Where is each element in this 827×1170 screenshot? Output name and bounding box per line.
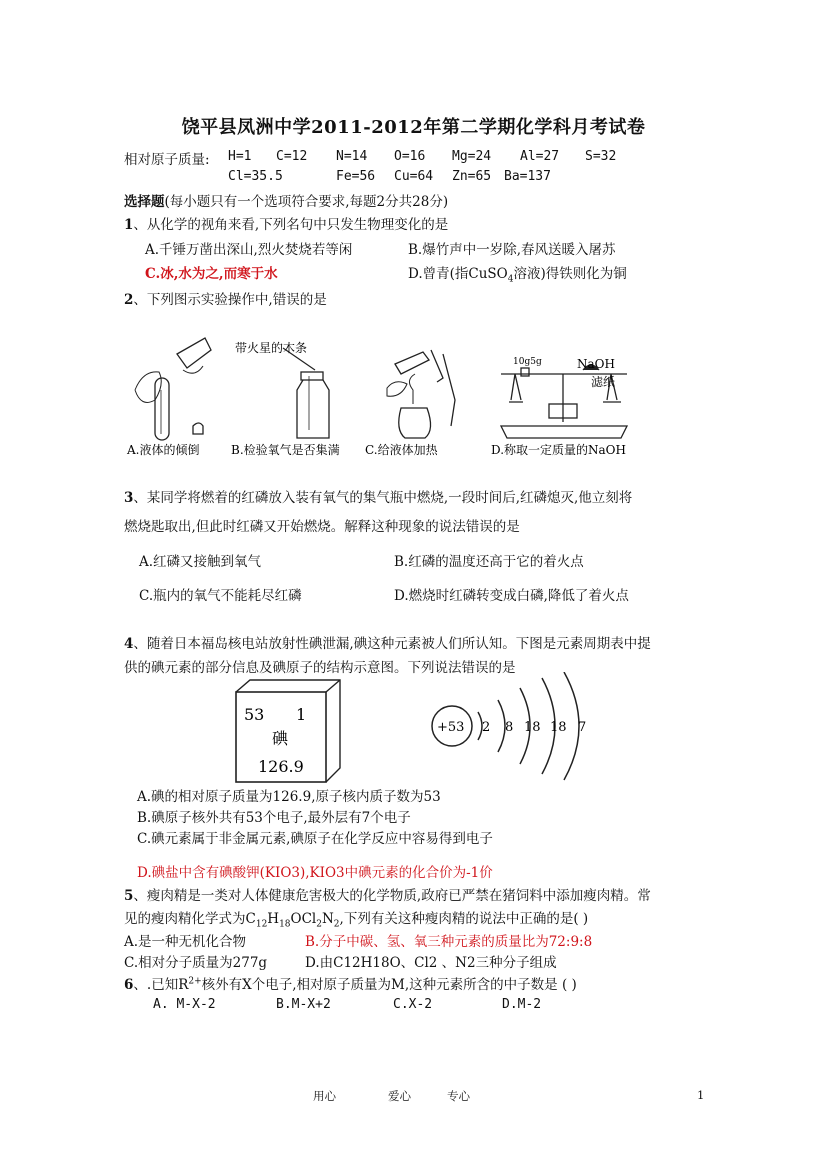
atomic-mass-cl: Cl=35.5 bbox=[228, 169, 283, 184]
q4-option-a: A.碘的相对原子质量为126.9,原子核内质子数为53 bbox=[137, 789, 441, 805]
q1-d-subscript: 4 bbox=[507, 274, 514, 285]
element-mass: 126.9 bbox=[258, 757, 304, 776]
element-count: 1 bbox=[296, 705, 307, 724]
atomic-mass-label: 相对原子质量: bbox=[124, 152, 210, 168]
fig-c-caption: C.给液体加热 bbox=[365, 443, 438, 457]
formula-cl-sub: 2 bbox=[316, 919, 322, 930]
q1-option-c: C.冰,水为之,而寒于水 bbox=[145, 266, 278, 282]
formula-h-sub: 18 bbox=[279, 919, 291, 930]
q4-number: 4 bbox=[124, 636, 134, 652]
q3-stem-line1 bbox=[124, 486, 632, 506]
q1-option-d bbox=[408, 262, 627, 285]
atomic-mass-o: O=16 bbox=[394, 149, 426, 164]
fig-d-label-paper: 滤纸 bbox=[591, 375, 616, 389]
atomic-mass-ba: Ba=137 bbox=[504, 169, 551, 184]
q5-stem-line1 bbox=[124, 884, 651, 904]
section-title: 选择题 bbox=[124, 194, 165, 210]
q6-option-a: A. M-X-2 bbox=[153, 997, 216, 1012]
q6-stem bbox=[124, 973, 577, 993]
atomic-mass-h: H=1 bbox=[228, 149, 252, 164]
fig-a-caption: A.液体的倾倒 bbox=[127, 443, 200, 457]
atomic-mass-cu: Cu=64 bbox=[394, 169, 434, 184]
q5-text-2-suffix: ,下列有关这种瘦肉精的说法中正确的是( ) bbox=[339, 911, 589, 927]
q3-option-b: B.红磷的温度还高于它的着火点 bbox=[394, 554, 584, 570]
q5-text-1: 、瘦肉精是一类对人体健康危害极大的化学物质,政府已严禁在猪饲料中添加瘦肉精。常 bbox=[133, 888, 651, 904]
q3-text-1: 、某同学将燃着的红磷放入装有氧气的集气瓶中燃烧,一段时间后,红磷熄灭,他立刻将 bbox=[133, 490, 633, 506]
page-number: 1 bbox=[697, 1088, 705, 1102]
q6-number: 6 bbox=[124, 977, 134, 993]
q6-option-d: D.M-2 bbox=[502, 997, 542, 1012]
q5-stem-line2 bbox=[124, 907, 588, 930]
atomic-mass-al: Al=27 bbox=[520, 149, 560, 164]
q1-text: 、从化学的视角来看,下列名句中只发生物理变化的是 bbox=[133, 217, 449, 233]
q3-option-a: A.红磷又接触到氧气 bbox=[139, 554, 262, 570]
q2-experiment-figures bbox=[125, 330, 645, 460]
q5-option-d: D.由C12H18O、Cl2 、N2三种分子组成 bbox=[305, 955, 557, 971]
q4-text-1: 、随着日本福岛核电站放射性碘泄漏,碘这种元素被人们所认知。下图是元素周期表中提 bbox=[133, 636, 651, 652]
q5-option-c: C.相对分子质量为277g bbox=[124, 955, 268, 971]
q4-option-d: D.碘盐中含有碘酸钾(KIO3),KIO3中碘元素的化合价为-1价 bbox=[137, 865, 493, 881]
footer-word-2: 爱心 bbox=[388, 1089, 411, 1103]
element-name: 碘 bbox=[272, 729, 289, 748]
atomic-mass-s: S=32 bbox=[585, 149, 617, 164]
q1-d-suffix: 溶液)得铁则化为铜 bbox=[513, 266, 627, 282]
footer-word-1: 用心 bbox=[313, 1089, 336, 1103]
q2-number: 2 bbox=[124, 292, 134, 308]
fig-b-label: 带火星的木条 bbox=[235, 341, 308, 355]
formula-n: N bbox=[321, 911, 334, 927]
atomic-mass-zn: Zn=65 bbox=[452, 169, 492, 184]
shell-3-count: 18 bbox=[524, 720, 541, 735]
q3-number: 3 bbox=[124, 490, 134, 506]
q3-option-d: D.燃烧时红磷转变成白磷,降低了着火点 bbox=[394, 588, 629, 604]
q4-stem-line2: 供的碘元素的部分信息及碘原子的结构示意图。下列说法错误的是 bbox=[124, 660, 516, 676]
q1-stem bbox=[124, 213, 448, 233]
q5-number: 5 bbox=[124, 888, 134, 904]
q1-number: 1 bbox=[124, 217, 134, 233]
iodine-element-tile bbox=[234, 678, 344, 786]
q6-option-c: C.X-2 bbox=[393, 997, 433, 1012]
atomic-mass-n: N=14 bbox=[336, 149, 368, 164]
page-title: 饶平县凤洲中学2011-2012年第二学期化学科月考试卷 bbox=[181, 117, 646, 138]
q4-option-b: B.碘原子核外共有53个电子,最外层有7个电子 bbox=[137, 810, 411, 826]
fig-c-heating bbox=[387, 350, 455, 438]
shell-2-count: 8 bbox=[505, 720, 514, 735]
section-note: (每小题只有一个选项符合要求,每题2分共28分) bbox=[164, 194, 449, 210]
formula-ocl: OCl bbox=[290, 911, 317, 927]
q6-text-suffix: 核外有X个电子,相对原子质量为M,这种元素所含的中子数是 ( ) bbox=[201, 977, 577, 993]
shell-4-count: 18 bbox=[550, 720, 567, 735]
formula-n-sub: 2 bbox=[333, 919, 340, 930]
footer-word-3: 专心 bbox=[447, 1089, 470, 1103]
element-number: 53 bbox=[244, 705, 265, 724]
q1-option-b: B.爆竹声中一岁除,春风送暖入屠苏 bbox=[408, 242, 616, 258]
shell-5-count: 7 bbox=[578, 720, 587, 735]
iodine-atom-structure bbox=[428, 672, 608, 782]
q3-stem-line2: 燃烧匙取出,但此时红磷又开始燃烧。解释这种现象的说法错误的是 bbox=[124, 519, 520, 535]
q5-option-b: B.分子中碳、氢、氧三种元素的质量比为72:9:8 bbox=[305, 934, 593, 950]
q1-d-prefix: D.曾青(指 bbox=[408, 266, 469, 282]
atomic-mass-mg: Mg=24 bbox=[452, 149, 492, 164]
q1-option-a: A.千锤万凿出深山,烈火焚烧若等闲 bbox=[145, 242, 353, 258]
fig-b-caption: B.检验氧气是否集满 bbox=[231, 443, 340, 457]
q2-text: 、下列图示实验操作中,错误的是 bbox=[133, 292, 327, 308]
formula-c-sub: 12 bbox=[255, 919, 268, 930]
fig-b-bottle bbox=[283, 348, 329, 438]
fig-a-pouring bbox=[135, 338, 211, 440]
fig-d-label-naoh: NaOH bbox=[577, 357, 615, 371]
q3-option-c: C.瓶内的氧气不能耗尽红磷 bbox=[139, 588, 302, 604]
fig-d-weights-label: 10g5g bbox=[513, 357, 542, 367]
q5-text-2-prefix: 见的瘦肉精化学式为 bbox=[124, 911, 246, 927]
atomic-mass-fe: Fe=56 bbox=[336, 169, 376, 184]
q6-option-b: B.M-X+2 bbox=[276, 997, 331, 1012]
shell-1-count: 2 bbox=[482, 720, 491, 735]
q6-text-prefix: 、.已知R bbox=[133, 977, 189, 993]
q2-stem bbox=[124, 288, 327, 308]
nucleus-charge: +53 bbox=[437, 720, 465, 735]
q4-stem-line1 bbox=[124, 632, 651, 652]
q4-option-c: C.碘元素属于非金属元素,碘原子在化学反应中容易得到电子 bbox=[137, 831, 493, 847]
formula-c: C bbox=[245, 911, 256, 927]
atomic-mass-c: C=12 bbox=[276, 149, 308, 164]
fig-d-caption: D.称取一定质量的NaOH bbox=[491, 443, 626, 457]
q6-superscript: 2+ bbox=[188, 976, 202, 987]
q1-d-formula: CuSO bbox=[468, 266, 508, 282]
formula-h: H bbox=[267, 911, 280, 927]
q5-formula bbox=[245, 911, 340, 930]
section-heading bbox=[124, 190, 448, 210]
q5-option-a: A.是一种无机化合物 bbox=[124, 934, 247, 950]
